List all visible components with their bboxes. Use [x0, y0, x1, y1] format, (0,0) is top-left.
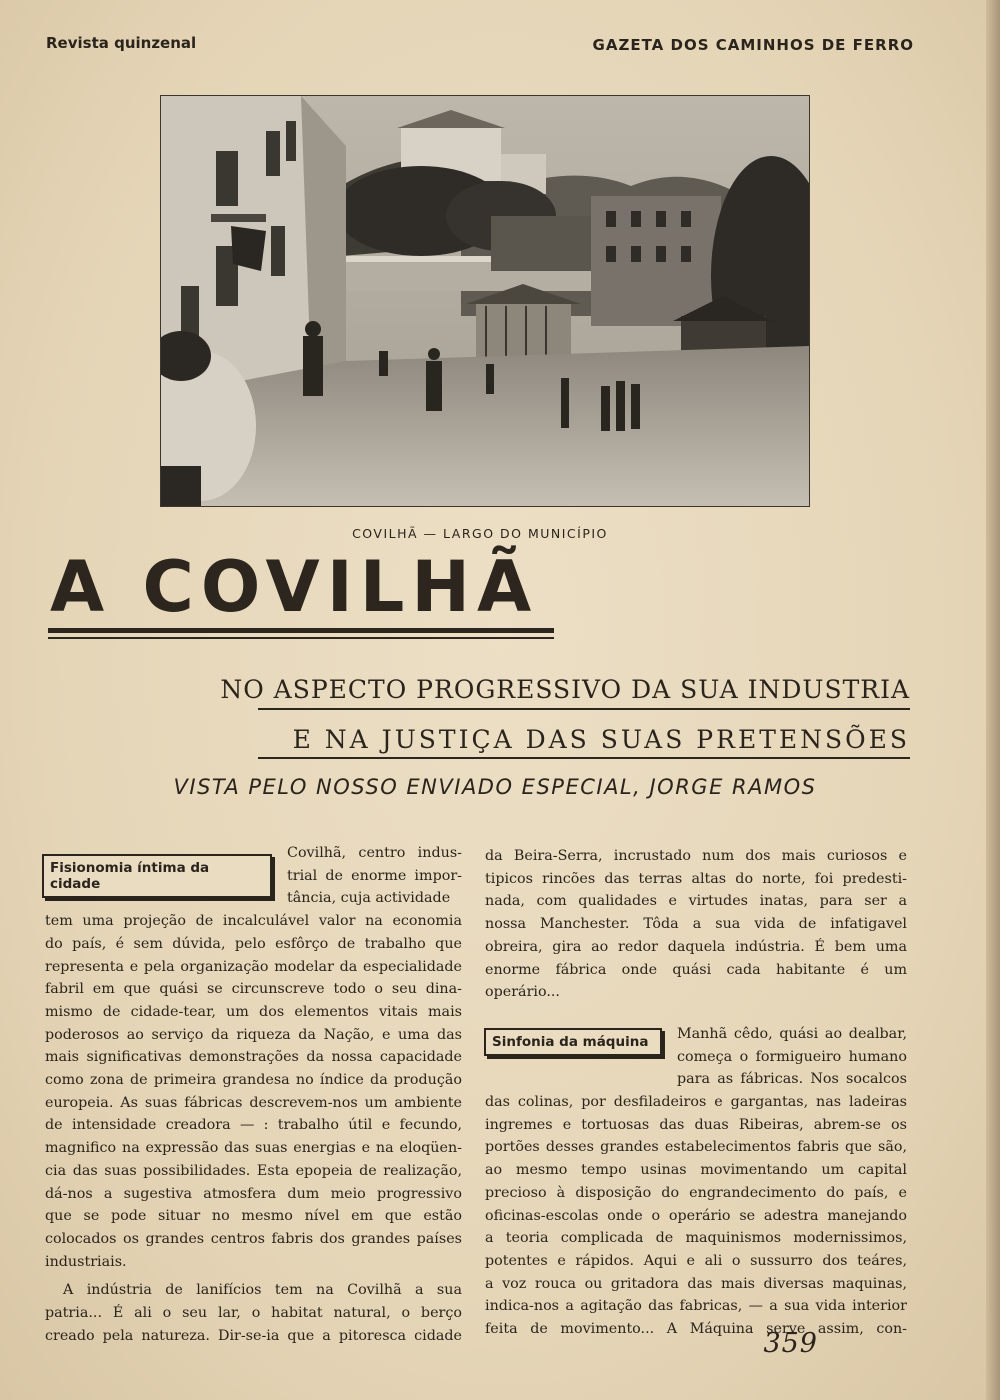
text-line: representa e pela organização modelar da especialidade — [45, 958, 462, 975]
text-line: precioso à disposição do engrandecimento do país, e — [485, 1184, 907, 1201]
text-line: para as fábricas. Nos socalcos — [677, 1071, 907, 1088]
photo-illustration — [161, 96, 809, 506]
text-line: a voz rouca ou gritadora das mais diversas maquinas, — [485, 1275, 907, 1292]
text-line: A indústria de lanifícios tem na Covilhã a sua — [63, 1282, 462, 1299]
text-line: das colinas, por desfiladeiros e gargantas, nas ladeiras — [485, 1094, 907, 1111]
text-line: europeia. As suas fábricas descrevem-nos um ambiente — [45, 1094, 462, 1111]
page-number: 359 — [763, 1328, 818, 1359]
subtitle-underline-1 — [258, 708, 910, 710]
text-line: a teoria complicada de maquinismos modernissimos, — [485, 1230, 907, 1247]
text-line: tipicos rincões das terras altas do norte, foi predesti- — [485, 870, 907, 887]
text-line: creado pela natureza. Dir-se-ia que a pitoresca cidade — [45, 1327, 462, 1344]
text-line: trial de enorme impor- — [287, 867, 462, 884]
text-line: do país, é sem dúvida, pelo esfôrço de trabalho que — [45, 935, 462, 952]
section-heading-box: Fisionomia íntima da cidade — [42, 854, 272, 898]
text-column-right — [485, 845, 907, 1341]
text-line: magnifico na expressão das suas energias e na eloqüen- — [45, 1140, 462, 1157]
page-binding-edge — [986, 0, 1000, 1400]
text-line: que se pode situar no mesmo nível em que estão — [45, 1208, 462, 1225]
text-line: cia das suas possibilidades. Esta epopeia de realização, — [45, 1162, 462, 1179]
text-line: poderosos ao serviço da riqueza da Nação, e uma das — [45, 1026, 462, 1043]
article-subtitle-line2: E NA JUSTIÇA DAS SUAS PRETENSÕES — [292, 725, 910, 754]
text-line: indica-nos a agitação das fabricas, — a sua vida interior — [485, 1298, 907, 1315]
text-line: feita de movimento... A Máquina serve assim, con- — [485, 1321, 907, 1338]
text-line: industriais. — [45, 1253, 127, 1270]
text-line: enorme fábrica onde quási cada habitante é um — [485, 961, 907, 978]
running-head-left: Revista quinzenal — [46, 34, 197, 52]
text-line: tância, cuja actividade — [287, 890, 451, 907]
running-head-right: GAZETA DOS CAMINHOS DE FERRO — [592, 36, 914, 54]
subtitle-underline-2 — [258, 757, 910, 759]
text-line: operário... — [485, 984, 560, 1001]
text-line: de intensidade creadora — : trabalho útil e fecundo, — [45, 1117, 462, 1134]
text-line: patria... É ali o seu lar, o habitat natural, o berço — [45, 1305, 462, 1322]
text-line: nada, com qualidades e virtudes inatas, para ser a — [485, 893, 907, 910]
text-line: fabril em que quási se circunscreve todo o seu dina- — [45, 981, 462, 998]
text-line: da Beira-Serra, incrustado num dos mais curiosos e — [485, 848, 907, 864]
article-byline: VISTA PELO NOSSO ENVIADO ESPECIAL, JORGE RAMOS — [173, 775, 817, 799]
text-line: ao mesmo tempo usinas movimentando um capital — [485, 1162, 907, 1179]
text-line: dá-nos a sugestiva atmosfera dum meio progressivo — [45, 1185, 462, 1202]
text-line: mais significativas demonstrações da nossa capacidade — [45, 1049, 462, 1066]
text-line: oficinas-escolas onde o operário se adestra manejando — [485, 1207, 907, 1224]
text-line: nossa Manchester. Tôda a sua vida de infatigavel — [485, 916, 907, 933]
text-column-left — [45, 842, 462, 1347]
article-title: A COVILHÃ — [50, 546, 539, 628]
street-photograph — [160, 95, 810, 507]
title-underline-thin — [48, 637, 554, 639]
title-underline-thick — [48, 628, 554, 633]
text-line: tem uma projeção de incalculável valor na economia — [45, 913, 462, 930]
text-line: mismo de cidade-tear, um dos elementos vitais mais — [45, 1003, 462, 1020]
text-line: potentes e rápidos. Aqui e ali o sussurro dos teáres, — [485, 1252, 907, 1269]
section-heading-box: Sinfonia da máquina — [484, 1028, 662, 1056]
text-line: começa o formigueiro humano — [677, 1048, 907, 1065]
article-subtitle-line1: NO ASPECTO PROGRESSIVO DA SUA INDUSTRIA — [220, 675, 910, 704]
text-line: colocados os grandes centros fabris dos grandes países — [45, 1230, 462, 1247]
text-line: Manhã cêdo, quási ao dealbar, — [677, 1025, 907, 1042]
text-line: Covilhã, centro indus- — [287, 845, 462, 861]
photo-caption: COVILHÃ — LARGO DO MUNICÍPIO — [352, 526, 608, 541]
text-line: portões desses grandes estabelecimentos fabris que são, — [485, 1139, 907, 1156]
text-line: como zona de primeira grandesa no índice da produção — [45, 1072, 462, 1089]
text-line: ingremes e tortuosas das duas Ribeiras, abrem-se os — [485, 1116, 907, 1133]
text-line: obreira, gira ao redor daquela indústria. É bem uma — [485, 938, 907, 955]
